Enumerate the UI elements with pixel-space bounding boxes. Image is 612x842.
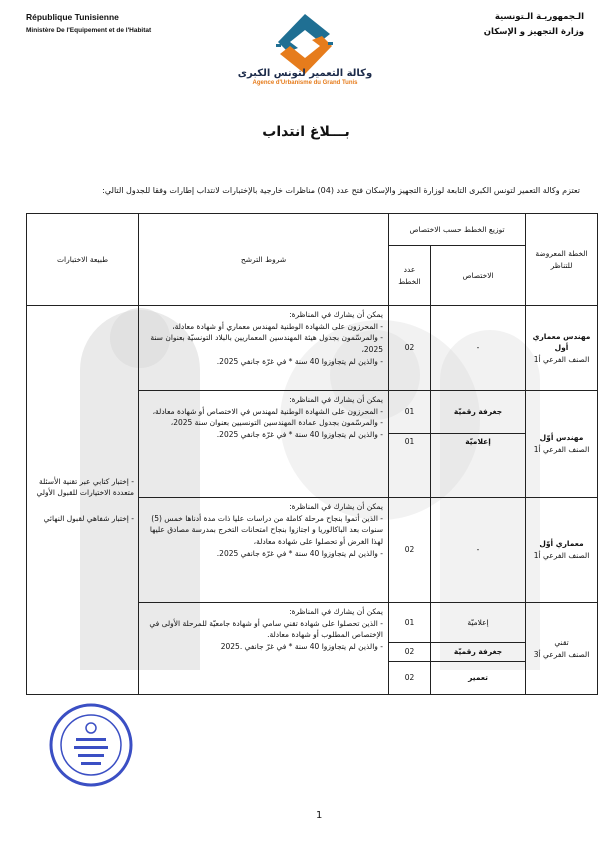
header-conditions: شروط الترشح xyxy=(139,214,389,306)
specialty-cell: - xyxy=(431,306,526,391)
specialty-cell: تعمير xyxy=(431,662,526,695)
header-count: عدد الخطط xyxy=(389,246,431,306)
condition-line: يمكن أن يشارك في المناظرة: xyxy=(289,310,383,319)
position-name: مهندس أوّل xyxy=(539,433,584,443)
ar-ministry: وزارة التجهيز و الإسكان xyxy=(483,27,584,37)
conditions-cell xyxy=(139,391,389,498)
condition-line: - والمرسّمون بجدول هيئة المهندسين المعماريين بالبلاد التونسيّة بعنوان سنة 2025، xyxy=(150,333,383,354)
specialty-cell: - xyxy=(431,498,526,603)
count-cell: 01 xyxy=(389,603,431,643)
header-distribution: توزيع الخطط حسب الاختصاص xyxy=(389,214,526,246)
condition-line: - الذين تحصلوا على شهادة تقني سامي أو شهادة جامعيّة للمرحلة الأولى في الإختصاص المطلوب أو شهادة معادلة. xyxy=(149,618,383,640)
agency-name-ar: وكالة التعمير لتونس الكبرى xyxy=(237,68,373,79)
condition-line: - المحرزون على الشهادة الوطنية لمهندس في الاختصاص أو شهادة معادلة، xyxy=(152,406,383,416)
condition-line: يمكن أن يشارك في المناظرة: xyxy=(289,395,383,404)
tests-cell xyxy=(27,306,139,695)
position-name: مهندس معماري أول xyxy=(532,331,591,353)
header-position: الخطة المعروضة للتناظر xyxy=(526,214,598,306)
count-cell: 02 xyxy=(389,662,431,695)
condition-line: - الذين أتموا بنجاح مرحلة كاملة من دراسات عليا ذات مدة أدناها خمس (5) سنوات بعد الباكالوريا و اجتازوا بنجاح امتحانات التخرج بمدرسة مصادق عليها لهذا الغرض أو تحصلوا على شهادة معادلة، xyxy=(149,513,383,546)
position-grade: الصنف الفرعي أ1 xyxy=(533,354,590,364)
table-row xyxy=(27,306,598,391)
count-cell: 01 xyxy=(389,434,431,498)
condition-line: - والذين لم يتجاوزوا 40 سنة * في غرّة جانفي 2025. xyxy=(216,548,383,558)
position-cell xyxy=(526,306,598,391)
specialty-cell: جغرفة رقميّة xyxy=(431,643,526,662)
position-cell xyxy=(526,498,598,603)
position-name: معماري أوّل xyxy=(539,539,584,549)
count-cell: 02 xyxy=(389,498,431,603)
official-stamp xyxy=(48,702,134,788)
position-grade: الصنف الفرعي أ1 xyxy=(533,551,590,560)
count-cell: 01 xyxy=(389,391,431,434)
header-tests: طبيعة الاختبارات xyxy=(27,214,139,306)
position-grade: الصنف الفرعي أ1 xyxy=(533,445,590,454)
condition-line: - والذين لم يتجاوزوا 40 سنة * في غرّ جانفي .2025 xyxy=(220,641,383,651)
specialty-cell: جغرفة رقميّة xyxy=(431,391,526,434)
test-written: - إختبار كتابي عبر تقنية الأسئلة متعددة الاختيارات للقبول الأولي xyxy=(36,476,134,498)
fr-country: République Tunisienne xyxy=(26,12,119,22)
condition-line: يمكن أن يشارك في المناظرة: xyxy=(289,502,383,511)
specialty-cell: إعلاميّة xyxy=(431,603,526,643)
count-cell: 02 xyxy=(389,306,431,391)
agency-name-fr: Agence d'Urbanisme du Grand Tunis xyxy=(252,80,358,86)
test-oral: - إختبار شفاهي لقبول النهائي xyxy=(43,513,134,523)
condition-line: - والذين لم يتجاوزوا 40 سنة * في غرّة جانفي 2025. xyxy=(216,429,383,439)
page-number: 1 xyxy=(316,810,323,821)
page-title: بـــلاغ انتداب xyxy=(262,124,350,140)
conditions-cell xyxy=(139,603,389,695)
condition-line: - والمرسّمون بجدول عمادة المهندسين التونسيين بعنوان سنة 2025، xyxy=(170,418,383,428)
condition-line: - المحرزون على الشهادة الوطنية لمهندس معماري أو شهادة معادلة، xyxy=(172,321,383,331)
position-cell xyxy=(526,603,598,695)
positions-table xyxy=(26,213,598,695)
position-grade: الصنف الفرعي أ3 xyxy=(533,649,590,659)
count-cell: 02 xyxy=(389,643,431,662)
conditions-cell xyxy=(139,306,389,391)
condition-line: - والذين لم يتجاوزوا 40 سنة * في غرّة جانفي 2025. xyxy=(216,356,383,366)
ar-country: الـجمهوريـة الـتونسية xyxy=(494,12,584,22)
conditions-cell xyxy=(139,498,389,603)
position-name: تقني xyxy=(554,637,569,647)
specialty-cell: إعلاميّة xyxy=(431,434,526,498)
position-cell xyxy=(526,391,598,498)
header-specialty: الاختصاص xyxy=(431,246,526,306)
intro-paragraph: تعتزم وكالة التعمير لتونس الكبرى التابعة لوزارة التجهيز والإسكان فتح عدد (04) مناظرات خارجية بالإختبارات لانتداب إطارات وفقا للجدول التالي: xyxy=(102,186,580,195)
condition-line: يمكن أن يشارك في المناظرة: xyxy=(289,607,383,616)
fr-ministry: Ministère De l'Equipement et de l'Habitat xyxy=(26,27,152,34)
